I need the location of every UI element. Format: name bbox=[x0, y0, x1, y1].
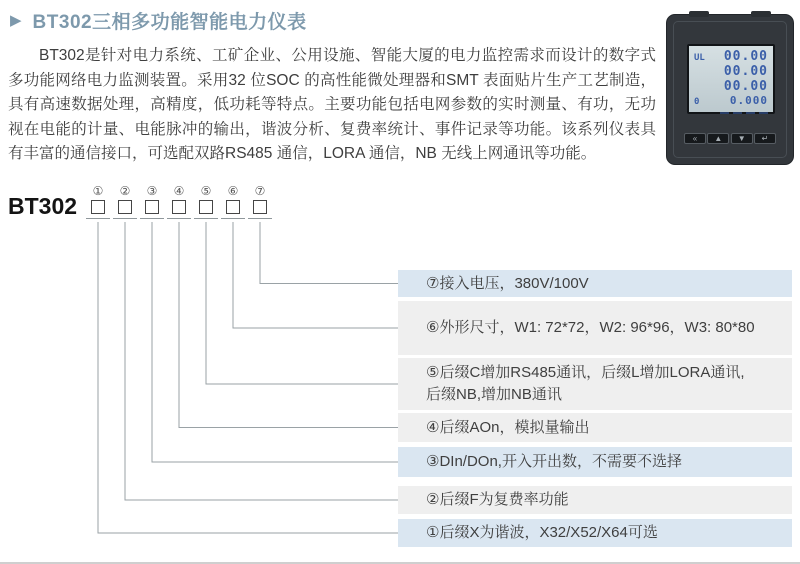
position-box bbox=[91, 200, 105, 214]
lcd-digits: 00.00 bbox=[723, 49, 768, 64]
lcd-row bbox=[694, 79, 768, 94]
position-marker: ④ bbox=[173, 184, 185, 198]
lcd-row bbox=[694, 64, 768, 79]
mounting-clip bbox=[751, 11, 771, 17]
meter-down-key-icon: ▼ bbox=[731, 133, 753, 144]
position-marker: ① bbox=[92, 184, 104, 198]
lcd-label: UL bbox=[694, 53, 705, 63]
model-position-7 bbox=[248, 185, 272, 222]
model-name: BT302 bbox=[8, 193, 78, 219]
lcd-unit-indicators bbox=[694, 112, 768, 114]
spec-row-5: ⑤后缀C增加RS485通讯，后缀L增加LORA通讯, 后缀NB,增加NB通讯 bbox=[398, 358, 792, 410]
position-underline bbox=[140, 218, 164, 219]
meter-back-key-icon: « bbox=[684, 133, 706, 144]
position-box bbox=[172, 200, 186, 214]
position-marker: ③ bbox=[146, 184, 158, 198]
lcd-digits: 00.00 bbox=[723, 79, 768, 94]
spec-row-1: ①后缀X为谐波，X32/X52/X64可选 bbox=[398, 519, 792, 547]
position-box bbox=[199, 200, 213, 214]
device-bezel bbox=[673, 21, 787, 158]
position-box bbox=[118, 200, 132, 214]
position-underline bbox=[167, 218, 191, 219]
model-position-4 bbox=[167, 185, 191, 222]
position-box bbox=[145, 200, 159, 214]
position-marker: ⑦ bbox=[254, 184, 266, 198]
position-underline bbox=[221, 218, 245, 219]
page-title: BT302三相多功能智能电力仪表 bbox=[32, 12, 307, 33]
spec-row-7: ⑦接入电压，380V/100V bbox=[398, 270, 792, 297]
device-lcd bbox=[687, 44, 775, 114]
lcd-label: 0 bbox=[694, 97, 700, 107]
spec-row-3: ③DIn/DOn,开入开出数，不需要不选择 bbox=[398, 447, 792, 477]
spec-row-4: ④后缀AOn，模拟量输出 bbox=[398, 413, 792, 442]
model-position-5 bbox=[194, 185, 218, 222]
position-underline bbox=[113, 218, 137, 219]
position-underline bbox=[86, 218, 110, 219]
model-position-2 bbox=[113, 185, 137, 222]
spec-row-2: ②后缀F为复费率功能 bbox=[398, 486, 792, 514]
lcd-digits: 00.00 bbox=[723, 64, 768, 79]
lcd-digits: 0.000 bbox=[729, 94, 768, 107]
model-position-1 bbox=[86, 185, 110, 222]
intro-paragraph: BT302是针对电力系统、工矿企业、公用设施、智能大厦的电力监控需求而设计的数字式多功能网络电力监测装置。采用32 位SOC 的高性能微处理器和SMT 表面贴片生产工艺制造，具有高速数据处理，高精度，低功耗等特点。主要功能包括电网参数的实时测量、有功，无功视在电能的计量、电能脉冲的输出，谐波分析、复费率统计、事件记录等功能。该系列仪表具有丰富的通信接口，可选配双路RS485 通信，LORA 通信，NB 无线上网通讯等功能。 bbox=[8, 47, 656, 163]
section-header bbox=[10, 7, 307, 34]
position-box bbox=[226, 200, 240, 214]
arrow-icon: ▶ bbox=[10, 12, 22, 29]
lcd-row bbox=[694, 49, 768, 64]
mounting-clip bbox=[689, 11, 709, 17]
model-position-6 bbox=[221, 185, 245, 222]
position-marker: ② bbox=[119, 184, 131, 198]
meter-up-key-icon: ▲ bbox=[707, 133, 729, 144]
spec-row-6: ⑥外形尺寸，W1: 72*72，W2: 96*96，W3: 80*80 bbox=[398, 301, 792, 355]
meter-enter-key-icon: ↵ bbox=[754, 133, 776, 144]
device-keypad bbox=[684, 133, 776, 144]
position-underline bbox=[248, 218, 272, 219]
product-photo bbox=[666, 14, 794, 165]
position-marker: ⑤ bbox=[200, 184, 212, 198]
model-position-3 bbox=[140, 185, 164, 222]
lcd-row bbox=[694, 94, 768, 109]
position-box bbox=[253, 200, 267, 214]
position-underline bbox=[194, 218, 218, 219]
position-marker: ⑥ bbox=[227, 184, 239, 198]
